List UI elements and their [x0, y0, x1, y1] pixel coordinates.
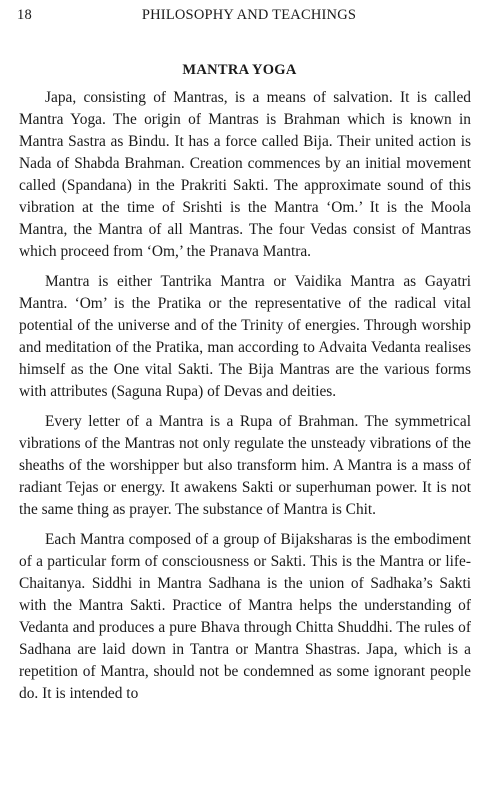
paragraph: Every letter of a Mantra is a Rupa of Brahman. The symmetrical vibrations of the Mantras not only regulate the unsteady vibrations of the sheaths of the worshipper but also transform him. A Mantra is a mass of radiant Tejas or energy. It awakens Sakti or superhuman power. It is not the same thing as prayer. The substance of Mantra is Chit.	[19, 413, 471, 518]
paragraph: Each Mantra composed of a group of Bijaksharas is the embodiment of a particular form of consciousness or Sakti. This is the Mantra or life-Chaitanya. Siddhi in Mantra Sadhana is the union of Sadhaka’s Sakti with the Mantra Sakti. Practice of Mantra helps the understanding of Vedanta and produces a pure Bhava through Chitta Shuddhi. The rules of Sadhana are laid down in Tantra or Mantra Shastras. Japa, which is a repetition of Mantra, should not be condemned as some ignorant people do. It is intended to	[19, 531, 471, 702]
running-header	[17, 7, 471, 29]
page-number: 18	[17, 7, 32, 23]
section-title: MANTRA YOGA	[182, 62, 297, 78]
running-title: PHILOSOPHY AND TEACHINGS	[141, 7, 357, 23]
paragraph: Japa, consisting of Mantras, is a means of salvation. It is called Mantra Yoga. The origin of Mantras is Brahman which is known in Mantra Sastra as Bindu. It has a force called Bija. Their united action is Nada of Shabda Brahman. Creation commences by an initial movement called (Spandana) in the Prakriti Sakti. The approximate sound of this vibration at the time of Srishti is the Mantra ‘Om.’ It is the Moola Mantra, the Mantra of all Mantras. The four Vedas consist of Mantras which proceed from ‘Om,’ the Pranava Mantra.	[19, 89, 471, 260]
paragraph: Mantra is either Tantrika Mantra or Vaidika Mantra as Gayatri Mantra. ‘Om’ is the Pratika or the representative of the radical vital potential of the universe and of the Trinity of energies. Through worship and meditation of the Pratika, man according to Advaita Vedanta realises himself as the One vital Sakti. The Bija Mantras are the various forms with attributes (Saguna Rupa) of Devas and deities.	[19, 273, 471, 400]
body-text	[19, 87, 471, 713]
